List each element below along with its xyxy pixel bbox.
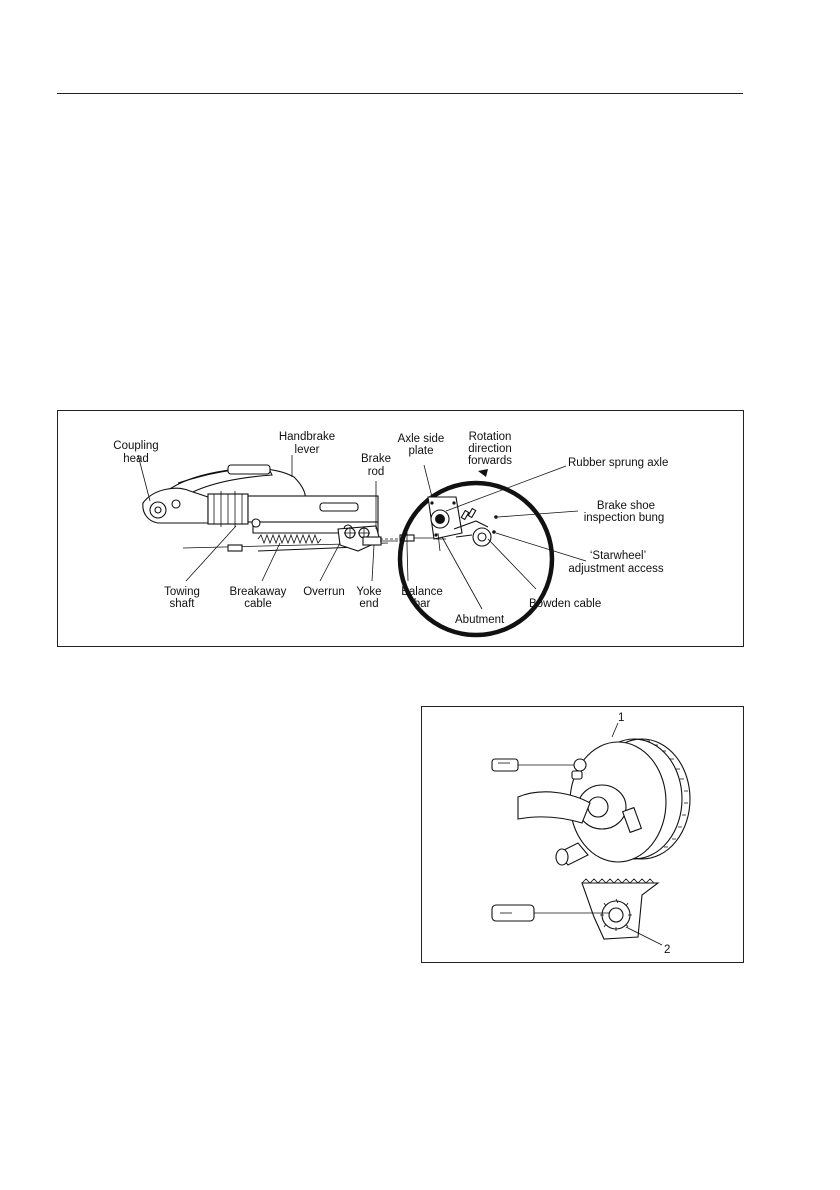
starwheel [600, 899, 632, 931]
towing-shaft-bellows [208, 491, 248, 527]
label-breakaway-cable-2: cable [244, 598, 272, 610]
label-overrun: Overrun [303, 586, 345, 598]
label-axle-side-plate-1: Axle side [397, 433, 445, 445]
label-bowden-cable: Bowden cable [529, 598, 602, 610]
label-starwheel-2: adjustment access [568, 563, 664, 575]
rotation-arrow [478, 469, 488, 477]
brake-system-drawing [58, 411, 745, 648]
label-breakaway-cable-1: Breakaway [229, 586, 287, 598]
label-handbrake-lever-1: Handbrake [278, 431, 336, 443]
starwheel-adjustment-diagram [421, 706, 744, 963]
label-balance-bar-1: Balance [401, 586, 443, 598]
label-towing-shaft-2: shaft [169, 598, 195, 610]
callout-2: 2 [664, 944, 671, 956]
label-starwheel-1: ‘Starwheel’ [589, 550, 647, 562]
label-brake-rod-1: Brake [360, 453, 392, 465]
label-rotation-3: forwards [467, 455, 513, 467]
brake-drum-circle [400, 483, 552, 635]
label-yoke-end-2: end [359, 598, 379, 610]
label-coupling-head-2: head [123, 453, 149, 465]
label-yoke-end-1: Yoke [356, 586, 382, 598]
label-coupling-head-1: Coupling [113, 440, 159, 452]
label-brake-rod-2: rod [367, 466, 385, 478]
screwdriver-top [492, 759, 574, 771]
label-towing-shaft-1: Towing [164, 586, 200, 598]
callout-1: 1 [618, 712, 625, 724]
label-brake-shoe-2: inspection bung [583, 512, 665, 524]
label-balance-bar-2: bar [413, 598, 431, 610]
header-rule [57, 93, 743, 94]
yoke-end [363, 537, 381, 545]
label-brake-shoe-1: Brake shoe [596, 500, 656, 512]
coupling-body [248, 496, 378, 522]
label-axle-side-plate-2: plate [408, 445, 434, 457]
brake-system-diagram [57, 410, 744, 647]
label-handbrake-lever-2: lever [294, 444, 320, 456]
starwheel-adjustment-drawing [422, 707, 745, 964]
label-abutment: Abutment [455, 614, 505, 626]
handbrake-grip [228, 465, 270, 474]
label-rotation-2: direction [468, 443, 512, 455]
brake-drum [570, 739, 690, 862]
inspection-hole [574, 759, 586, 771]
breakaway-spring [258, 535, 321, 543]
label-rubber-sprung-axle: Rubber sprung axle [568, 457, 669, 469]
label-rotation-1: Rotation [468, 431, 512, 443]
